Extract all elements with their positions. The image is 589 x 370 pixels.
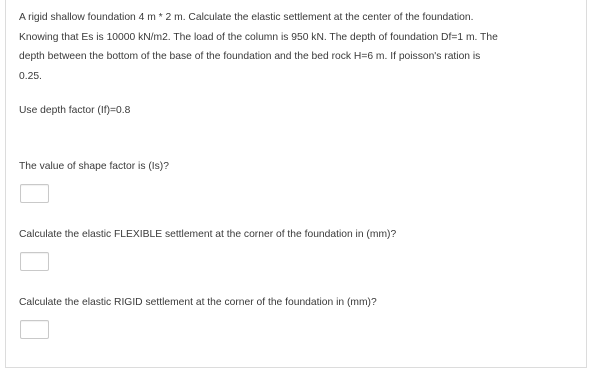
- flexible-settlement-answer-input[interactable]: [20, 252, 49, 271]
- question-card: [5, 0, 587, 368]
- question-rigid-settlement-label: Calculate the elastic RIGID settlement at the corner of the foundation in (mm)?: [19, 297, 377, 308]
- question-flexible-settlement-label: Calculate the elastic FLEXIBLE settlement at the corner of the foundation in (mm)?: [19, 229, 397, 240]
- problem-line: depth between the bottom of the base of the foundation and the bed rock H=6 m. If poisson's ration is: [19, 51, 481, 63]
- question-shape-factor-label: The value of shape factor is (Is)?: [19, 161, 169, 172]
- depth-factor-note: Use depth factor (If)=0.8: [19, 105, 131, 116]
- problem-line: A rigid shallow foundation 4 m * 2 m. Calculate the elastic settlement at the center of the foundation.: [19, 12, 474, 23]
- shape-factor-answer-input[interactable]: [20, 184, 49, 203]
- rigid-settlement-answer-input[interactable]: [20, 320, 49, 339]
- problem-line: Knowing that Es is 10000 kN/m2. The load of the column is 950 kN. The depth of foundation Df=1 m. The: [19, 31, 498, 43]
- problem-statement: [19, 8, 575, 86]
- problem-line: 0.25.: [19, 70, 42, 82]
